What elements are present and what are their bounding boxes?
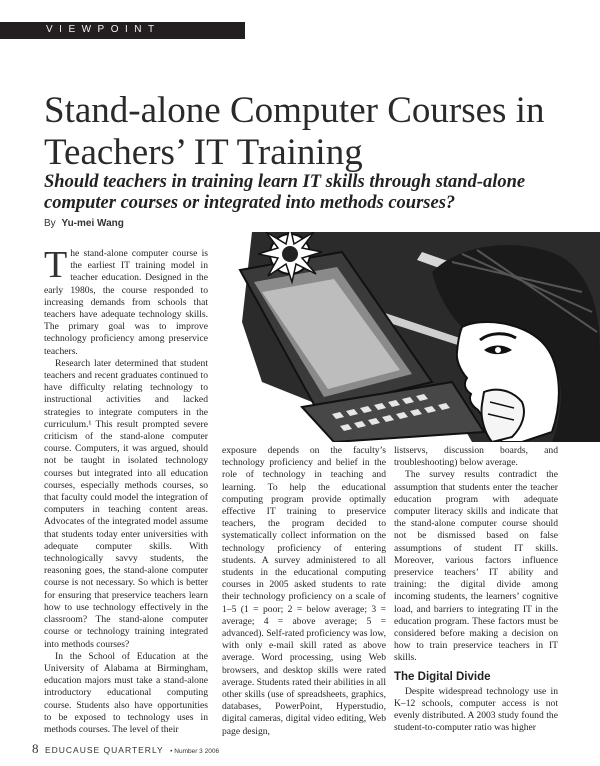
page-number: 8 <box>32 741 39 756</box>
paragraph: Despite widespread technology use in K–12 schools, computer access is not evenly distributed. A 2003 study found the student-to-computer ratio was higher <box>394 685 558 734</box>
section-label: VIEWPOINT <box>46 24 161 35</box>
byline-prefix: By <box>44 218 56 229</box>
section-subhead: The Digital Divide <box>394 670 491 683</box>
byline-author: Yu-mei Wang <box>61 218 124 229</box>
paragraph: Research later determined that student teachers and recent graduates continued to have difficulty relating technology to instructional activities and lacked strategies to integrate computers in the curriculum.¹ This result prompted severe criticism of the stand-alone computer course. Computers, it was argued, should not be taught in isolated technology courses but integrated into all education courses, especially methods courses, so that faculty could model the integration of computers in teaching content areas. Advocates of the integrated model assume that students today enter universities with adequate computer skills. With technologically savvy students, the reasoning goes, the stand-alone computer course is not necessary. So which is better for ensuring that preservice teachers learn how to use technology effectively in the classroom? The stand-alone computer course or technology training integrated into methods courses? <box>44 357 208 650</box>
byline <box>44 218 124 229</box>
paragraph: In the School of Education at the University of Alabama at Birmingham, education majors must take a stand-alone introductory educational computing course. Students also have opportunities to be exposed to technology uses in methods courses. The level of their <box>44 650 208 735</box>
paragraph: exposure depends on the faculty’s technology proficiency and belief in the role of technology in teaching and learning. To help the educational computing program provide optimally effective IT training to preservice teachers, the program decided to systematically collect information on the technology proficiency of entering students. A survey administered to all students in the educational computing courses in 2005 asked students to rate their technology proficiency on a scale of 1–5 (1 = poor; 2 = below average; 3 = average; 4 = above average; 5 = advanced). Self-rated proficiency was low, with only e-mail skill rated as above average. Word processing, using Web browsers, and desktop skills were rated average. Students rated their abilities in all other skills (use of spreadsheets, graphics, databases, PowerPoint, Hyperstudio, digital cameras, digital video editing, Web page design, <box>222 445 386 737</box>
article-column-3 <box>394 445 558 735</box>
paragraph: listservs, discussion boards, and troubleshooting) below average. <box>394 445 558 469</box>
magazine-name: EDUCAUSE QUARTERLY <box>44 745 164 755</box>
article-title: Stand-alone Computer Courses in Teachers’ IT Training <box>44 90 545 173</box>
page-footer <box>32 740 219 758</box>
paragraph <box>44 244 208 358</box>
paragraph-text: he stand-alone computer course is the earliest IT training model in teacher education. Designed in the early 1980s, the course responded to increasing demands from schools that teachers have adequate technology skills. The primary goal was to improve technology proficiency among preservice teachers. <box>44 248 208 357</box>
section-bar <box>0 22 245 39</box>
article-column-1 <box>44 244 208 736</box>
paragraph: The survey results contradict the assumption that students enter the teacher education program with adequate computer literacy skills and indicate that the stand-alone computer course should not be dismissed based on false assumptions of student IT skills. Moreover, various factors influence preservice teachers’ IT ability and training: the digital divide among incoming students, the learners’ cognitive load, and barriers to integrating IT in the education program. These factors must be considered before making a decision on how to train preservice teachers in IT skills. <box>394 469 558 664</box>
article-subtitle: Should teachers in training learn IT skills through stand-alone computer courses or integrated into methods courses? <box>44 172 526 213</box>
drop-cap: T <box>44 244 68 286</box>
issue-info: • Number 3 2006 <box>170 748 220 755</box>
article-illustration <box>222 232 600 442</box>
article-column-2 <box>222 445 386 738</box>
